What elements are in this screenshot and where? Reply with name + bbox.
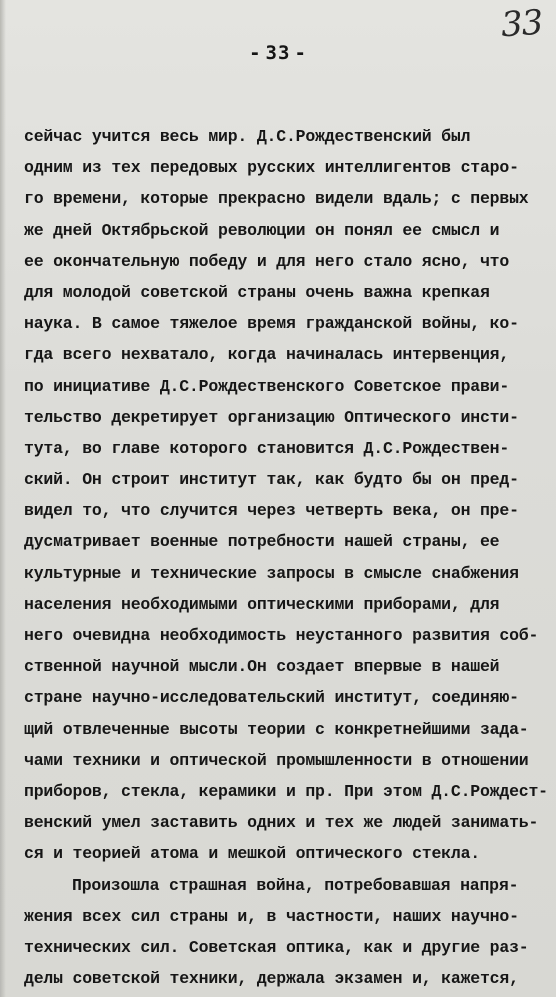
page-number-right-dash: - <box>294 42 307 64</box>
handwritten-page-number: 33 <box>499 2 544 46</box>
text-line: дусматривает военные потребности нашей страны, ее <box>24 532 500 552</box>
text-line: делы советской техники, держала экзамен и, кажется, <box>24 969 519 989</box>
page-edge-shadow <box>0 0 6 997</box>
page-number-value: 33 <box>265 42 291 64</box>
text-line: Произошла страшная война, потребовавшая напря- <box>72 875 519 895</box>
text-line: технических сил. Советская оптика, как и другие раз- <box>24 937 529 957</box>
text-line: культурные и технические запросы в смысле снабжения <box>24 563 519 583</box>
text-line: сейчас учится весь мир. Д.С.Рождественский был <box>24 127 471 146</box>
text-line: щий отвлеченные высоты теории с конкретнейшими зада- <box>24 719 529 739</box>
text-line: по инициативе Д.С.Рождественского Советское прави- <box>24 376 510 396</box>
text-line: чами техники и оптической промышленности в отношении <box>24 750 529 770</box>
text-line: стране научно-исследовательский институт, соединяю- <box>24 688 519 708</box>
text-line: видел то, что случится через четверть века, он пре- <box>24 501 519 521</box>
text-line: наука. В самое тяжелое время гражданской войны, ко- <box>24 314 519 334</box>
text-line: тута, во главе которого становится Д.С.Рождествен- <box>24 438 510 458</box>
text-line: го времени, которые прекрасно видели вдаль; с первых <box>24 189 529 209</box>
text-line: гда всего нехватало, когда начиналась интервенция, <box>24 345 510 365</box>
text-line: венский умел заставить одних и тех же людей занимать- <box>24 813 539 833</box>
page-number <box>0 42 556 64</box>
page-number-left-dash: - <box>249 42 262 64</box>
text-line: жения всех сил страны и, в частности, наших научно- <box>24 906 519 926</box>
text-line: ский. Он строит институт так, как будто бы он пред- <box>24 470 519 490</box>
text-line: него очевидна необходимость неустанного развития соб- <box>24 626 539 645</box>
text-line: ственной научной мысли.Он создает впервые в нашей <box>24 657 500 677</box>
text-line: населения необходимыми оптическими приборами, для <box>24 594 500 614</box>
body-text <box>24 121 548 994</box>
text-line: ее окончательную победу и для него стало ясно, что <box>24 251 510 271</box>
text-line: приборов, стекла, керамики и пр. При этом Д.С.Рождест- <box>24 781 548 801</box>
text-line: же дней Октябрьской революции он понял ее смысл и <box>24 220 500 240</box>
text-line: ся и теорией атома и мешкой оптического стекла. <box>24 844 480 864</box>
text-line: одним из тех передовых русских интеллигентов старо- <box>24 158 519 178</box>
text-line: тельство декретирует организацию Оптического инсти- <box>24 407 519 427</box>
text-line: для молодой советской страны очень важна крепкая <box>24 282 490 302</box>
